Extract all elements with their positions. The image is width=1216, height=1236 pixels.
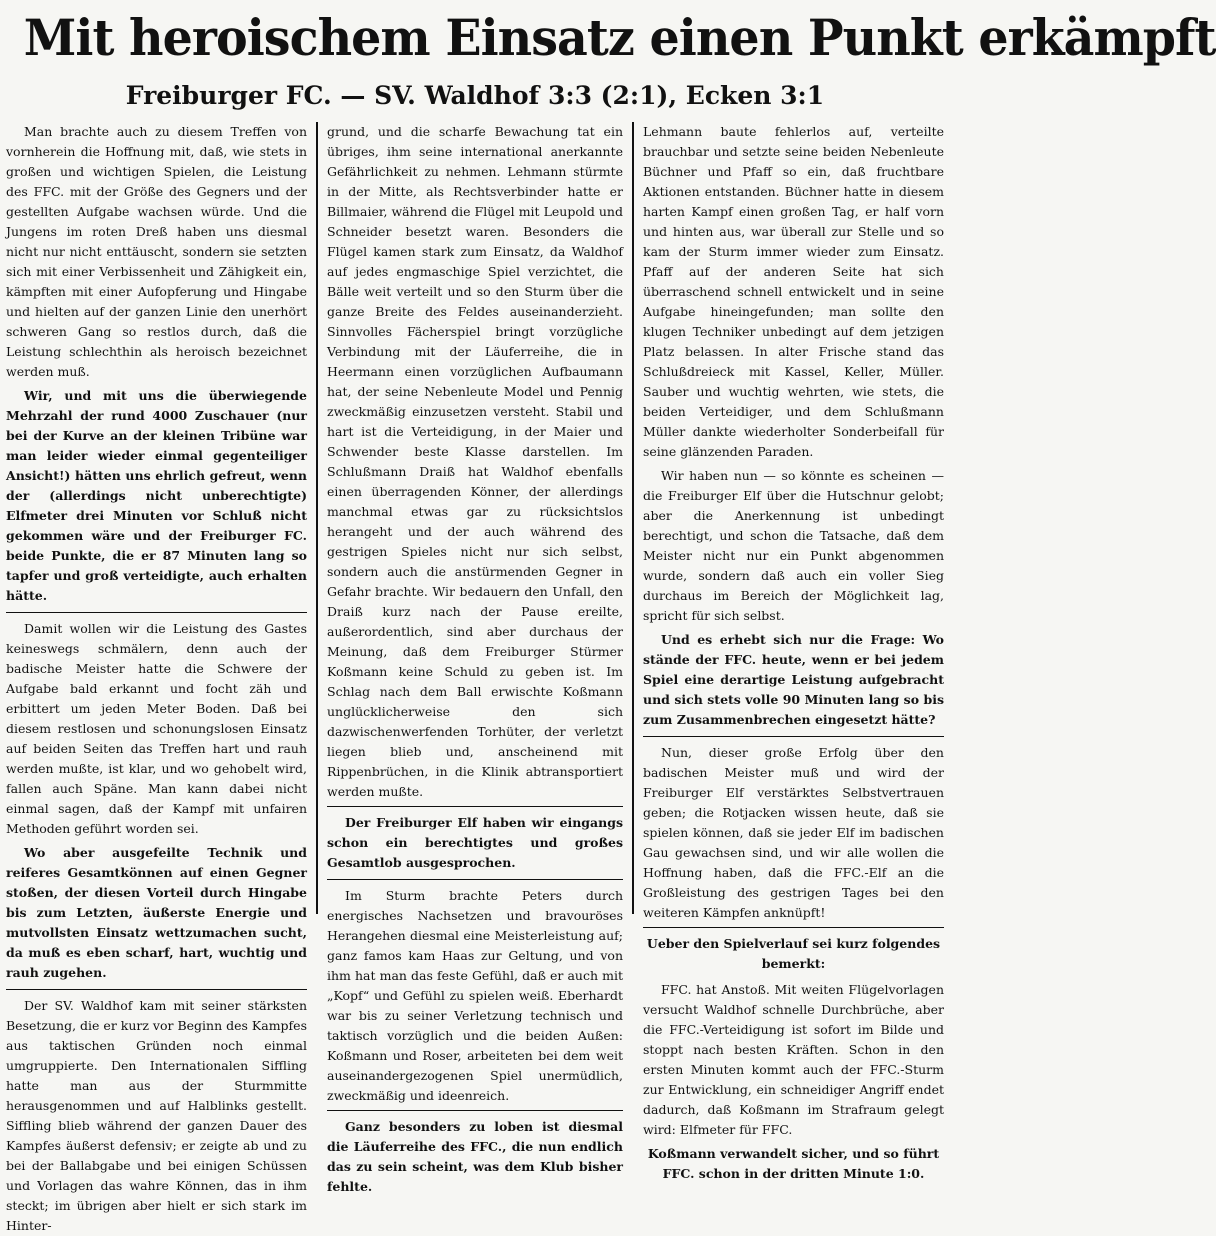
column-divider-rule (327, 806, 623, 807)
column-divider-rule (643, 736, 944, 737)
column-divider-rule (327, 879, 623, 880)
article-columns (0, 122, 950, 1233)
article-paragraph: Lehmann baute fehlerlos auf, verteilte brauchbar und setzte seine beiden Nebenleute Büchner und Pfaff so ein, daß fruchtbare Aktionen entstanden. Büchner hatte in diesem harten Kampf einen großen Tag, er half vorn und hinten aus, war überall zur Stelle und so kam der Sturm immer wieder zum Einsatz. Pfaff auf der anderen Seite hat sich überraschend schnell entwickelt und in seine Aufgabe hineingefunden; man sollte den klugen Techniker unbedingt auf dem jetzigen Platz belassen. In alter Frische stand das Schlußdreieck mit Kassel, Keller, Müller. Sauber und wuchtig wehrten, wie stets, die beiden Verteidiger, und dem Schlußmann Müller dankte wiederholter Sonderbeifall für seine glänzenden Paraden. (643, 124, 944, 459)
article-paragraph: Im Sturm brachte Peters durch energisches Nachsetzen und bravouröses Herangehen diesmal eine Meisterleistung auf; ganz famos kam Haas zur Geltung, und von ihm hat man das feste Gefühl, daß er auch mit „Kopf“ und Gefühl zu spielen weiß. Eberhardt war bis zu seiner Verletzung technisch und taktisch vorzüglich und die beiden Außen: Koßmann und Roser, arbeiteten bei dem weit auseinandergezogenen Spiel unermüdlich, zweckmäßig und ideenreich. (327, 888, 623, 1103)
article-paragraph: grund, und die scharfe Bewachung tat ein übriges, ihm seine international anerkannte Gefährlichkeit zu nehmen. Lehmann stürmte in der Mitte, als Rechtsverbinder hatte er Billmaier, während die Flügel mit Leupold und Schneider besetzt waren. Besonders die Flügel kamen stark zum Einsatz, da Waldhof auf jedes engmaschige Spiel verzichtet, die Bälle weit verteilt und so den Sturm über die ganze Breite des Feldes auseinanderzieht. Sinnvolles Fächerspiel bringt vorzügliche Verbindung mit der Läuferreihe, die in Heermann einen vorzüglichen Aufbaumann hat, der seine Nebenleute Model und Pennig zweckmäßig einzusetzen versteht. Stabil und hart ist die Verteidigung, in der Maier und Schwender beste Klasse darstellen. Im Schlußmann Draiß hat Waldhof ebenfalls einen überragenden Könner, der allerdings manchmal etwas gar zu rücksichtslos herangeht und der auch während des gestrigen Spieles nicht nur sich selbst, sondern auch die anstürmenden Gegner in Gefahr brachte. Wir bedauern den Unfall, den Draiß kurz nach der Pause ereilte, außerordentlich, sind aber durchaus der Meinung, daß dem Freiburger Stürmer Koßmann keine Schuld zu geben ist. Im Schlag nach dem Ball erwischte Koßmann unglücklicherweise den sich dazwischenwerfenden Torhüter, der verletzt liegen blieb und, anscheinend mit Rippenbrüchen, in die Klinik abtransportiert werden mußte. (327, 124, 623, 799)
article-paragraph: Koßmann verwandelt sicher, und so führt FFC. schon in der dritten Minute 1:0. (647, 1146, 940, 1181)
article-paragraph: Der SV. Waldhof kam mit seiner stärksten Besetzung, die er kurz vor Beginn des Kampfes aus taktischen Gründen noch einmal umgruppierte. Den Internationalen Siffling hatte man aus der Sturmmitte herausgenommen und auf Halblinks gestellt. Siffling blieb während der ganzen Dauer des Kampfes äußerst defensiv; er zeigte ab und zu bei der Ballabgabe und bei einigen Schüssen und Vorlagen das wahre Können, das in ihm steckt; im übrigen aber hielt er sich stark im Hinter- (6, 998, 307, 1233)
column-divider-rule (643, 927, 944, 928)
article-paragraph: Wo aber ausgefeilte Technik und reiferes Gesamtkönnen auf einen Gegner stoßen, der diesen Vorteil durch Hingabe bis zum Letzten, äußerste Energie und mutvollsten Einsatz wettzumachen sucht, da muß es eben scharf, hart, wuchtig und rauh zugehen. (6, 845, 307, 980)
column-1 (0, 122, 318, 1233)
article-paragraph: Ueber den Spielverlauf sei kurz folgendes bemerkt: (646, 936, 941, 971)
headline: Mit heroischem Einsatz einen Punkt erkämpft (23, 8, 1216, 67)
article-paragraph: Damit wollen wir die Leistung des Gastes keineswegs schmälern, denn auch der badische Meister hatte die Schwere der Aufgabe bald erkannt und focht zäh und erbittert um jeden Meter Boden. Daß bei diesem restlosen und schonungslosen Einsatz auf beiden Seiten das Treffen hart und rauh werden mußte, ist klar, und wo gehobelt wird, fallen auch Späne. Man kann dabei nicht einmal sagen, daß der Kampf mit unfairen Methoden geführt worden sei. (6, 621, 307, 836)
column-divider-rule (6, 612, 307, 613)
article-paragraph: FFC. hat Anstoß. Mit weiten Flügelvorlagen versucht Waldhof schnelle Durchbrüche, aber die FFC.-Verteidigung ist sofort im Bilde und stoppt nach besten Kräften. Schon in den ersten Minuten kommt auch der FFC.-Sturm zur Entwicklung, ein schneidiger Angriff endet dadurch, daß Koßmann im Strafraum gelegt wird: Elfmeter für FFC. (643, 982, 944, 1137)
article-paragraph: Und es erhebt sich nur die Frage: Wo stände der FFC. heute, wenn er bei jedem Spiel eine derartige Leistung aufgebracht und sich stets volle 90 Minuten lang so bis zum Zusammenbrechen eingesetzt hätte? (643, 632, 944, 727)
article-paragraph: Ganz besonders zu loben ist diesmal die Läuferreihe des FFC., die nun endlich das zu sein scheint, was dem Klub bisher fehlte. (327, 1119, 623, 1194)
column-3 (634, 122, 950, 1181)
article-paragraph: Der Freiburger Elf haben wir eingangs schon ein berechtigtes und großes Gesamtlob ausgesprochen. (327, 815, 623, 870)
article-paragraph: Wir haben nun — so könnte es scheinen — die Freiburger Elf über die Hutschnur gelobt; aber die Anerkennung ist unbedingt berechtigt, und schon die Tatsache, daß dem Meister nicht nur ein Punkt abgenommen wurde, sondern daß auch ein voller Sieg durchaus im Bereich der Möglichkeit lag, spricht für sich selbst. (643, 468, 944, 623)
subheadline: Freiburger FC. — SV. Waldhof 3:3 (2:1), Ecken 3:1 (125, 81, 825, 110)
column-divider-rule (6, 989, 307, 990)
article-paragraph: Wir, und mit uns die überwiegende Mehrzahl der rund 4000 Zuschauer (nur bei der Kurve an der kleinen Tribüne war man leider wieder einmal gegenteiliger Ansicht!) hätten uns ehrlich gefreut, wenn der (allerdings nicht unberechtigte) Elfmeter drei Minuten vor Schluß nicht gekommen wäre und der Freiburger FC. beide Punkte, die er 87 Minuten lang so tapfer und groß verteidigte, auch erhalten hätte. (6, 388, 307, 603)
column-2 (318, 122, 634, 1194)
article-paragraph: Nun, dieser große Erfolg über den badischen Meister muß und wird der Freiburger Elf verstärktes Selbstvertrauen geben; die Rotjacken wissen heute, daß sie spielen können, daß sie jeder Elf im badischen Gau gewachsen sind, und wir alle wollen die Hoffnung haben, daß die FFC.-Elf an die Großleistung des gestrigen Tages bei den weiteren Kämpfen anknüpft! (643, 745, 944, 920)
article-paragraph: Man brachte auch zu diesem Treffen von vornherein die Hoffnung mit, daß, wie stets in großen und wichtigen Spielen, die Leistung des FFC. mit der Größe des Gegners und der gestellten Aufgabe wachsen würde. Und die Jungens im roten Dreß haben uns diesmal nicht nur nicht enttäuscht, sondern sie setzten sich mit einer Verbissenheit und Zähigkeit ein, kämpften mit einer Aufopferung und Hingabe und hielten auf der ganzen Linie den unerhört schweren Gang so restlos durch, daß die Leistung schlechthin als heroisch bezeichnet werden muß. (6, 124, 307, 379)
column-divider-rule (327, 1110, 623, 1111)
